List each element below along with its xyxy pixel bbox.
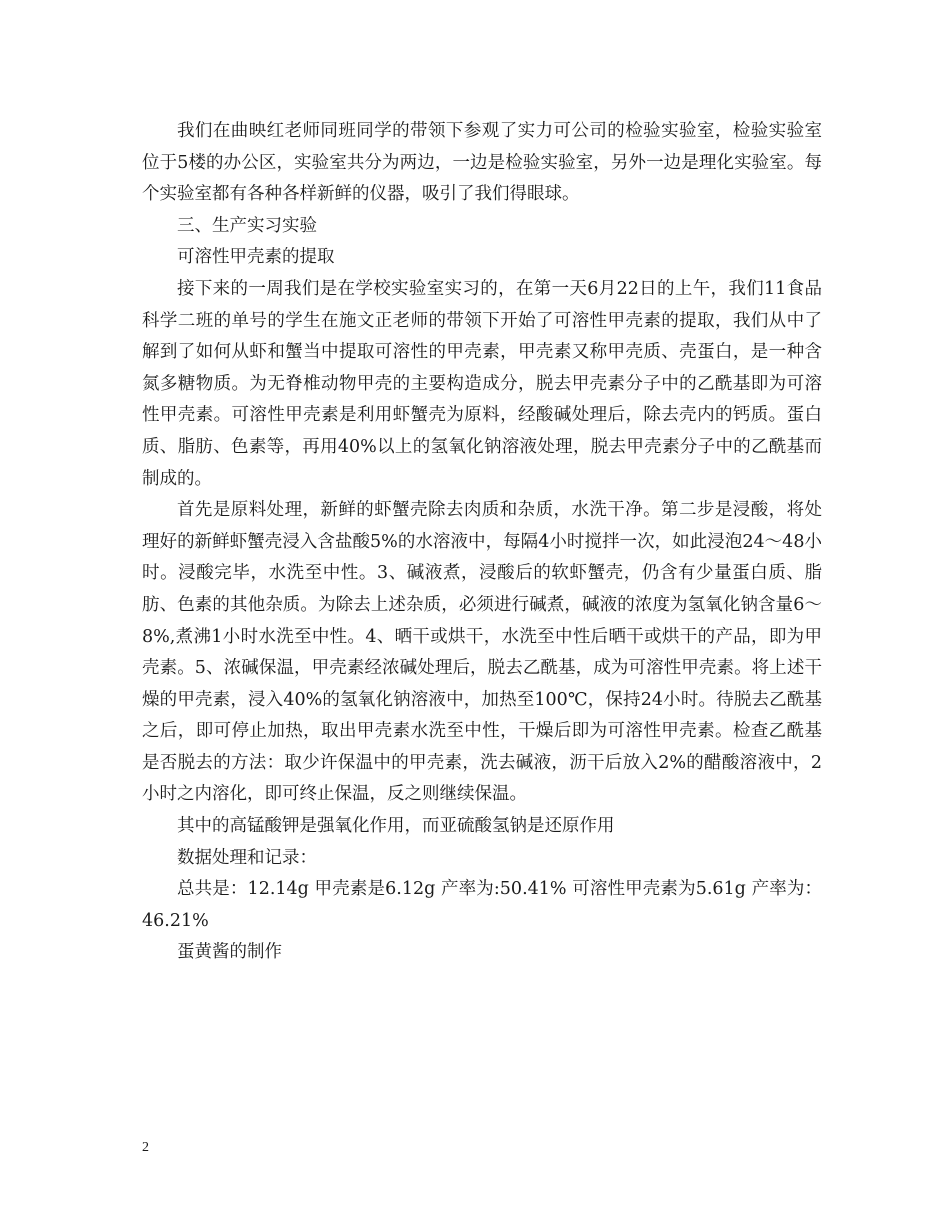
paragraph-yield-data: 总共是：12.14g 甲壳素是6.12g 产率为:50.41% 可溶性甲壳素为5.61g 产率为：46.21% — [142, 879, 822, 931]
paragraph-chitin-intro: 接下来的一周我们是在学校实验室实习的，在第一天6月22日的上午，我们11食品科学二班的单号的学生在施文正老师的带领下开始了可溶性甲壳素的提取，我们从中了解到了如何从虾和蟹当中提取可溶性的甲壳素，甲壳素又称甲壳质、壳蛋白，是一种含氮多糖物质。为无脊椎动物甲壳的主要构造成分，脱去甲壳素分子中的乙酰基即为可溶性甲壳素。可溶性甲壳素是利用虾蟹壳为原料，经酸碱处理后，除去壳内的钙质。蛋白质、脂肪、色素等，再用40%以上的氢氧化钠溶液处理，脱去甲壳素分子中的乙酰基而制成的。 — [142, 278, 822, 489]
paragraph-reagent-note: 其中的高锰酸钾是强氧化作用，而亚硫酸氢钠是还原作用 — [177, 816, 615, 837]
subheading-chitin-extraction: 可溶性甲壳素的提取 — [177, 247, 335, 268]
page-number: 2 — [142, 1140, 149, 1155]
paragraph-lab-visit: 我们在曲映红老师同班同学的带领下参观了实力可公司的检验实验室，检验实验室位于5楼的办公区，实验室共分为两边，一边是检验实验室，另外一边是理化实验室。每个实验室都有各种各样新鲜的仪器，吸引了我们得眼球。 — [142, 121, 822, 205]
document-body — [142, 116, 822, 969]
section-heading-production-practice: 三、生产实习实验 — [177, 215, 317, 236]
subheading-data-record: 数据处理和记录： — [177, 847, 317, 868]
subheading-mayonnaise: 蛋黄酱的制作 — [177, 942, 282, 963]
paragraph-procedure: 首先是原料处理，新鲜的虾蟹壳除去肉质和杂质，水洗干净。第二步是浸酸，将处理好的新鲜虾蟹壳浸入含盐酸5%的水溶液中，每隔4小时搅拌一次，如此浸泡24～48小时。浸酸完毕，水洗至中性。3、碱液煮，浸酸后的软虾蟹壳，仍含有少量蛋白质、脂肪、色素的其他杂质。为除去上述杂质，必须进行碱煮，碱液的浓度为氢氧化钠含量6～8%,煮沸1小时水洗至中性。4、晒干或烘干，水洗至中性后晒干或烘干的产品，即为甲壳素。5、浓碱保温，甲壳素经浓碱处理后，脱去乙酰基，成为可溶性甲壳素。将上述干燥的甲壳素，浸入40%的氢氧化钠溶液中，加热至100℃，保持24小时。待脱去乙酰基之后，即可停止加热，取出甲壳素水洗至中性，干燥后即为可溶性甲壳素。检查乙酰基是否脱去的方法：取少许保温中的甲壳素，洗去碱液，沥干后放入2%的醋酸溶液中，2小时之内溶化，即可终止保温，反之则继续保温。 — [142, 500, 822, 805]
